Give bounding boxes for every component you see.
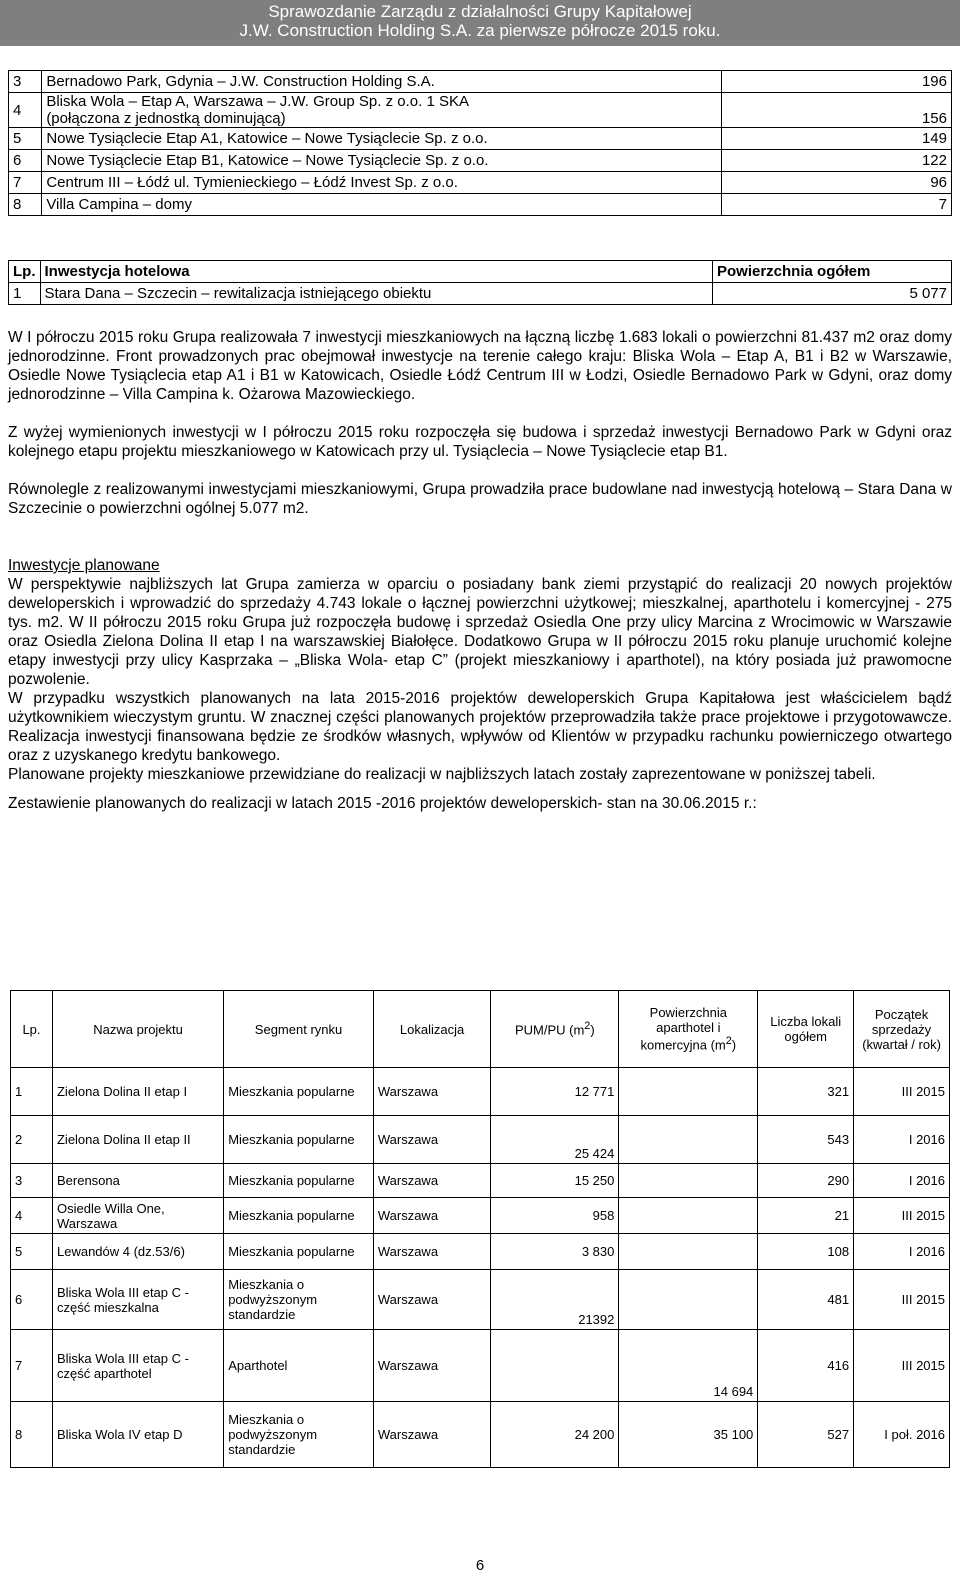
table-row <box>11 1116 950 1164</box>
row-value: 96 <box>721 172 951 194</box>
header-line-1: Sprawozdanie Zarządu z działalności Grupy Kapitałowej <box>268 2 692 21</box>
cell-aparthotel: 35 100 <box>619 1402 758 1468</box>
cell-lp: 3 <box>11 1164 53 1198</box>
cell-aparthotel <box>619 1068 758 1116</box>
cell-pum <box>491 1330 619 1402</box>
col-pum-text: PUM/PU (m <box>514 1022 585 1038</box>
col-pum-end: ) <box>590 1022 595 1038</box>
paragraph-land: W przypadku wszystkich planowanych na lata 2015-2016 projektów deweloperskich Grupa Kapitałowa jest właścicielem bądź użytkownikiem wieczystym gruntu. W znacznej części planowanych projektów przeprowadziła także prace projektowe i przygotowawcze. Realizacja inwestycji finansowana będzie ze środków własnych, wpływów od Klientów w przypadku rachunku powierniczego otwartego oraz z uzyskanego kredytu bankowego. <box>8 690 952 764</box>
cell-segment: Mieszkania popularne <box>224 1068 374 1116</box>
cell-location: Warszawa <box>373 1164 490 1198</box>
cell-name: Lewandów 4 (dz.53/6) <box>52 1234 223 1270</box>
cell-lp: 2 <box>11 1116 53 1164</box>
row-lp: 4 <box>9 93 42 128</box>
row-value: 7 <box>721 194 951 216</box>
cell-segment: Mieszkania popularne <box>224 1198 374 1234</box>
cell-segment: Mieszkania popularne <box>224 1234 374 1270</box>
row-lp: 5 <box>9 128 42 150</box>
cell-name: Bliska Wola IV etap D <box>52 1402 223 1468</box>
table-row <box>9 150 952 172</box>
cell-pum: 3 830 <box>491 1234 619 1270</box>
row-lp: 1 <box>9 283 41 305</box>
cell-location: Warszawa <box>373 1198 490 1234</box>
planned-projects-table <box>10 990 950 1468</box>
row-lp: 3 <box>9 71 42 93</box>
paragraph-realized: W I półroczu 2015 roku Grupa realizowała 7 inwestycji mieszkaniowych na łączną liczbę 1.683 lokali o powierzchni 81.437 m2 oraz domy jednorodzinne. Front prowadzonych prac obejmował inwestycje na terenie całego kraju: Bliska Wola – Etap A, B1 i B2 w Warszawie, Osiedle Nowe Tysiąclecia etap A1 i B1 w Katowicach, Osiedle Łódź Centrum III w Łodzi, Osiedle Bernadowo Park w Gdyni, oraz domy jednorodzinne – Villa Campina k. Ożarowa Mazowieckiego. <box>8 329 952 403</box>
cell-aparthotel <box>619 1164 758 1198</box>
header-name: Inwestycja hotelowa <box>40 261 713 283</box>
cell-start: III 2015 <box>854 1270 950 1330</box>
col-pum <box>491 991 619 1068</box>
col-start: Początek sprzedaży (kwartał / rok) <box>854 991 950 1068</box>
row-name: Nowe Tysiąclecie Etap A1, Katowice – Nowe Tysiąclecie Sp. z o.o. <box>42 128 721 150</box>
cell-name: Bliska Wola III etap C - część mieszkalna <box>52 1270 223 1330</box>
table-row <box>9 71 952 93</box>
cell-location: Warszawa <box>373 1234 490 1270</box>
cell-units: 416 <box>758 1330 854 1402</box>
col-aparthotel-text: Powierzchnia aparthotel i komercyjna (m <box>640 1005 727 1053</box>
cell-units: 290 <box>758 1164 854 1198</box>
cell-pum: 15 250 <box>491 1164 619 1198</box>
paragraph-started: Z wyżej wymienionych inwestycji w I półroczu 2015 roku rozpoczęła się budowa i sprzedaż inwestycji Bernadowo Park w Gdyni oraz kolejnego etapu projektu mieszkaniowego w Katowicach przy ul. Tysiąclecia – Nowe Tysiąclecie etap B1. <box>8 424 952 460</box>
cell-name: Osiedle Willa One, Warszawa <box>52 1198 223 1234</box>
cell-location: Warszawa <box>373 1116 490 1164</box>
cell-location: Warszawa <box>373 1068 490 1116</box>
row-lp: 8 <box>9 194 42 216</box>
row-value: 122 <box>721 150 951 172</box>
table-caption: Zestawienie planowanych do realizacji w latach 2015 -2016 projektów deweloperskich- stan na 30.06.2015 r.: <box>8 795 757 812</box>
table-row <box>11 1270 950 1330</box>
cell-lp: 6 <box>11 1270 53 1330</box>
cell-lp: 8 <box>11 1402 53 1468</box>
cell-aparthotel <box>619 1198 758 1234</box>
header-line-2: J.W. Construction Holding S.A. za pierwsze półrocze 2015 roku. <box>239 21 721 40</box>
cell-start: I 2016 <box>854 1164 950 1198</box>
cell-units: 481 <box>758 1270 854 1330</box>
row-name: Stara Dana – Szczecin – rewitalizacja istniejącego obiektu <box>40 283 713 305</box>
col-lp: Lp. <box>11 991 53 1068</box>
row-value: 196 <box>721 71 951 93</box>
cell-units: 543 <box>758 1116 854 1164</box>
table-row <box>9 93 952 128</box>
col-aparthotel-sup: 2 <box>725 1035 732 1048</box>
table-row <box>11 1330 950 1402</box>
row-value: 5 077 <box>713 283 952 305</box>
cell-lp: 7 <box>11 1330 53 1402</box>
cell-segment: Mieszkania popularne <box>224 1164 374 1198</box>
cell-aparthotel <box>619 1234 758 1270</box>
row-name: Centrum III – Łódź ul. Tymienieckiego – Łódź Invest Sp. z o.o. <box>42 172 721 194</box>
row-value: 149 <box>721 128 951 150</box>
table-row <box>9 172 952 194</box>
section-title-planned: Inwestycje planowane <box>8 557 160 574</box>
cell-lp: 1 <box>11 1068 53 1116</box>
cell-units: 527 <box>758 1402 854 1468</box>
col-name: Nazwa projektu <box>52 991 223 1068</box>
col-units: Liczba lokali ogółem <box>758 991 854 1068</box>
row-value: 156 <box>721 93 951 128</box>
row-lp: 6 <box>9 150 42 172</box>
table-row <box>9 283 952 305</box>
cell-pum: 21392 <box>491 1270 619 1330</box>
table-header-row <box>9 261 952 283</box>
row-name: Bernadowo Park, Gdynia – J.W. Construction Holding S.A. <box>42 71 721 93</box>
table-header-row <box>11 991 950 1068</box>
table-row <box>11 1198 950 1234</box>
table-row <box>9 128 952 150</box>
cell-segment: Mieszkania o podwyższonym standardzie <box>224 1270 374 1330</box>
cell-location: Warszawa <box>373 1402 490 1468</box>
cell-pum: 24 200 <box>491 1402 619 1468</box>
col-location: Lokalizacja <box>373 991 490 1068</box>
paragraph-table-intro: Planowane projekty mieszkaniowe przewidziane do realizacji w najbliższych latach zostały zaprezentowane w poniższej tabeli. <box>8 766 876 783</box>
cell-location: Warszawa <box>373 1270 490 1330</box>
cell-name: Zielona Dolina II etap II <box>52 1116 223 1164</box>
cell-start: I poł. 2016 <box>854 1402 950 1468</box>
cell-start: I 2016 <box>854 1234 950 1270</box>
row-name: Villa Campina – domy <box>42 194 721 216</box>
table-row <box>11 1068 950 1116</box>
cell-start: I 2016 <box>854 1116 950 1164</box>
paragraph-planned: W perspektywie najbliższych lat Grupa zamierza w oparciu o posiadany bank ziemi przystąpić do realizacji 20 nowych projektów deweloperskich i wprowadzić do sprzedaży 4.743 lokale o łącznej powierzchni użytkowej; mieszkalnej, aparthotelu i komercyjnej - 275 tys. m2. W II półroczu 2015 roku Grupa już rozpoczęła budowę i sprzedaż Osiedla One przy ulicy Marcina z Wrocimowic w Warszawie oraz Osiedla Zielona Dolina II etap I na warszawskiej Białołęce. Dodatkowo Grupa w II półroczu 2015 roku planuje uruchomić kolejne etapy inwestycji przy ulicy Kasprzaka – „Bliska Wola- etap C” (projekt mieszkaniowy i aparthotel), na który posiada już prawomocne pozwolenie. <box>8 576 952 688</box>
row-name: Nowe Tysiąclecie Etap B1, Katowice – Nowe Tysiąclecie Sp. z o.o. <box>42 150 721 172</box>
cell-units: 21 <box>758 1198 854 1234</box>
table-row <box>11 1234 950 1270</box>
col-pum-sup: 2 <box>584 1020 591 1033</box>
cell-start: III 2015 <box>854 1068 950 1116</box>
cell-name: Bliska Wola III etap C - część aparthotel <box>52 1330 223 1402</box>
header-lp: Lp. <box>9 261 41 283</box>
col-aparthotel <box>619 991 758 1068</box>
cell-aparthotel <box>619 1116 758 1164</box>
cell-name: Zielona Dolina II etap I <box>52 1068 223 1116</box>
cell-segment: Mieszkania popularne <box>224 1116 374 1164</box>
col-segment: Segment rynku <box>224 991 374 1068</box>
page-number: 6 <box>475 1557 485 1574</box>
cell-pum: 25 424 <box>491 1116 619 1164</box>
table-row <box>11 1164 950 1198</box>
cell-pum: 958 <box>491 1198 619 1234</box>
cell-name: Berensona <box>52 1164 223 1198</box>
residential-investments-table <box>8 70 952 216</box>
cell-lp: 4 <box>11 1198 53 1234</box>
header-value: Powierzchnia ogółem <box>713 261 952 283</box>
paragraph-hotel: Równolegle z realizowanymi inwestycjami mieszkaniowymi, Grupa prowadziła prace budowlane nad inwestycją hotelową – Stara Dana w Szczecinie o powierzchni ogólnej 5.077 m2. <box>8 481 952 517</box>
cell-lp: 5 <box>11 1234 53 1270</box>
cell-units: 108 <box>758 1234 854 1270</box>
cell-start: III 2015 <box>854 1330 950 1402</box>
col-aparthotel-end: ) <box>731 1037 737 1053</box>
body-text <box>8 328 952 813</box>
cell-units: 321 <box>758 1068 854 1116</box>
cell-segment: Mieszkania o podwyższonym standardzie <box>224 1402 374 1468</box>
hotel-investments-table <box>8 260 952 305</box>
row-name-text: Bliska Wola – Etap A, Warszawa – J.W. Group Sp. z o.o. 1 SKA (połączona z jednostką dominującą) <box>46 93 469 127</box>
row-lp: 7 <box>9 172 42 194</box>
cell-pum: 12 771 <box>491 1068 619 1116</box>
cell-start: III 2015 <box>854 1198 950 1234</box>
table-row <box>9 194 952 216</box>
page-header <box>0 0 960 46</box>
cell-aparthotel: 14 694 <box>619 1330 758 1402</box>
cell-location: Warszawa <box>373 1330 490 1402</box>
cell-aparthotel <box>619 1270 758 1330</box>
table-row <box>11 1402 950 1468</box>
cell-segment: Aparthotel <box>224 1330 374 1402</box>
row-name <box>42 93 721 128</box>
